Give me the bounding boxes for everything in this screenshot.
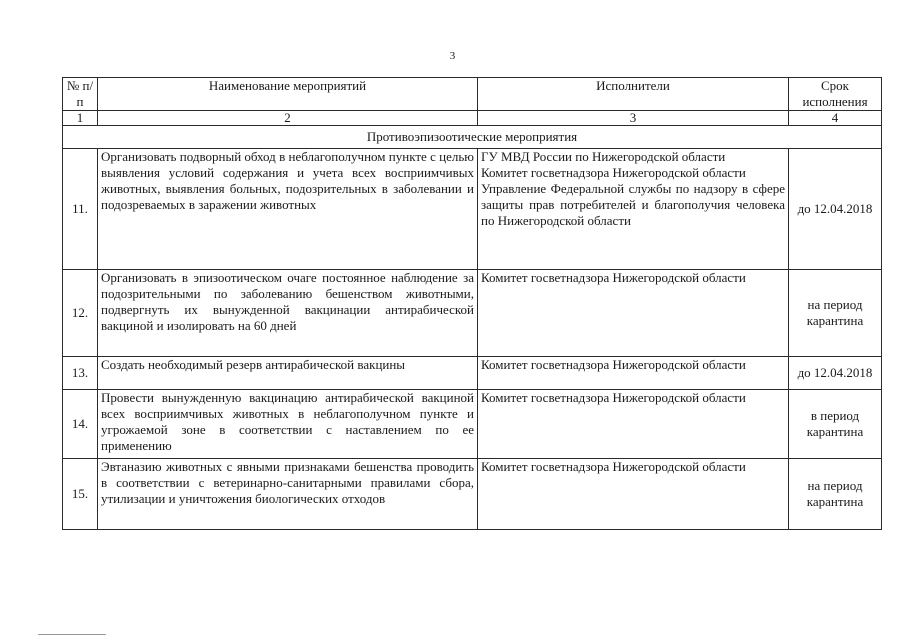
header-name: Наименование мероприятий [98,78,478,111]
executor: Управление Федеральной службы по надзору в сфере защиты прав потребителей и благополучия человека по Нижегородской области [481,181,785,228]
table-row [63,357,882,390]
executor: Комитет госветнадзора Нижегородской области [481,357,746,372]
executor: ГУ МВД России по Нижегородской области [481,149,726,164]
executor: Комитет госветнадзора Нижегородской области [481,390,746,405]
executors-cell [478,149,789,270]
table-row [63,459,882,530]
executors-cell [478,357,789,390]
executors-cell [478,390,789,459]
index-cell: 2 [98,111,478,126]
page-number: 3 [449,50,456,62]
header-exec: Исполнители [478,78,789,111]
deadline: на период карантина [789,459,882,530]
deadline: в период карантина [789,390,882,459]
header-row [63,78,882,111]
row-number: 15. [63,459,98,530]
measure-name: Организовать в эпизоотическом очаге постоянное наблюдение за подозрительными по заболеванию бешенством животными, подвергнуть их вынужденной вакцинации антирабической вакциной и изолировать на 60 дней [98,270,478,357]
table-row [63,390,882,459]
deadline: до 12.04.2018 [789,357,882,390]
row-number: 13. [63,357,98,390]
header-term: Срок исполнения [789,78,882,111]
index-cell: 4 [789,111,882,126]
executors-cell [478,270,789,357]
section-row [63,126,882,149]
deadline: на период карантина [789,270,882,357]
table-row [63,149,882,270]
row-number: 11. [63,149,98,270]
deadline: до 12.04.2018 [789,149,882,270]
row-number: 14. [63,390,98,459]
executor: Комитет госветнадзора Нижегородской области [481,270,746,285]
measures-table [62,77,882,530]
header-num: № п/п [63,78,98,111]
measure-name: Создать необходимый резерв антирабической вакцины [98,357,478,390]
index-cell: 1 [63,111,98,126]
executor: Комитет госветнадзора Нижегородской области [481,459,746,474]
table-row [63,270,882,357]
section-title: Противоэпизоотические мероприятия [63,126,882,149]
index-row [63,111,882,126]
index-cell: 3 [478,111,789,126]
executor: Комитет госветнадзора Нижегородской области [481,165,746,180]
executors-cell [478,459,789,530]
measure-name: Эвтаназию животных с явными признаками бешенства проводить в соответствии с ветеринарно-санитарными правилами сбора, утилизации и уничтожения биологических отходов [98,459,478,530]
row-number: 12. [63,270,98,357]
measure-name: Организовать подворный обход в неблагополучном пункте с целью выявления условий содержания и учета всех восприимчивых животных, выявления больных, подозрительных в заболевании и подозреваемых в заражении животных [98,149,478,270]
measure-name: Провести вынужденную вакцинацию антирабической вакциной всех восприимчивых животных в неблагополучном пункте и угрожаемой зоне в соответствии с наставлением по ее применению [98,390,478,459]
footer-divider [38,634,106,635]
